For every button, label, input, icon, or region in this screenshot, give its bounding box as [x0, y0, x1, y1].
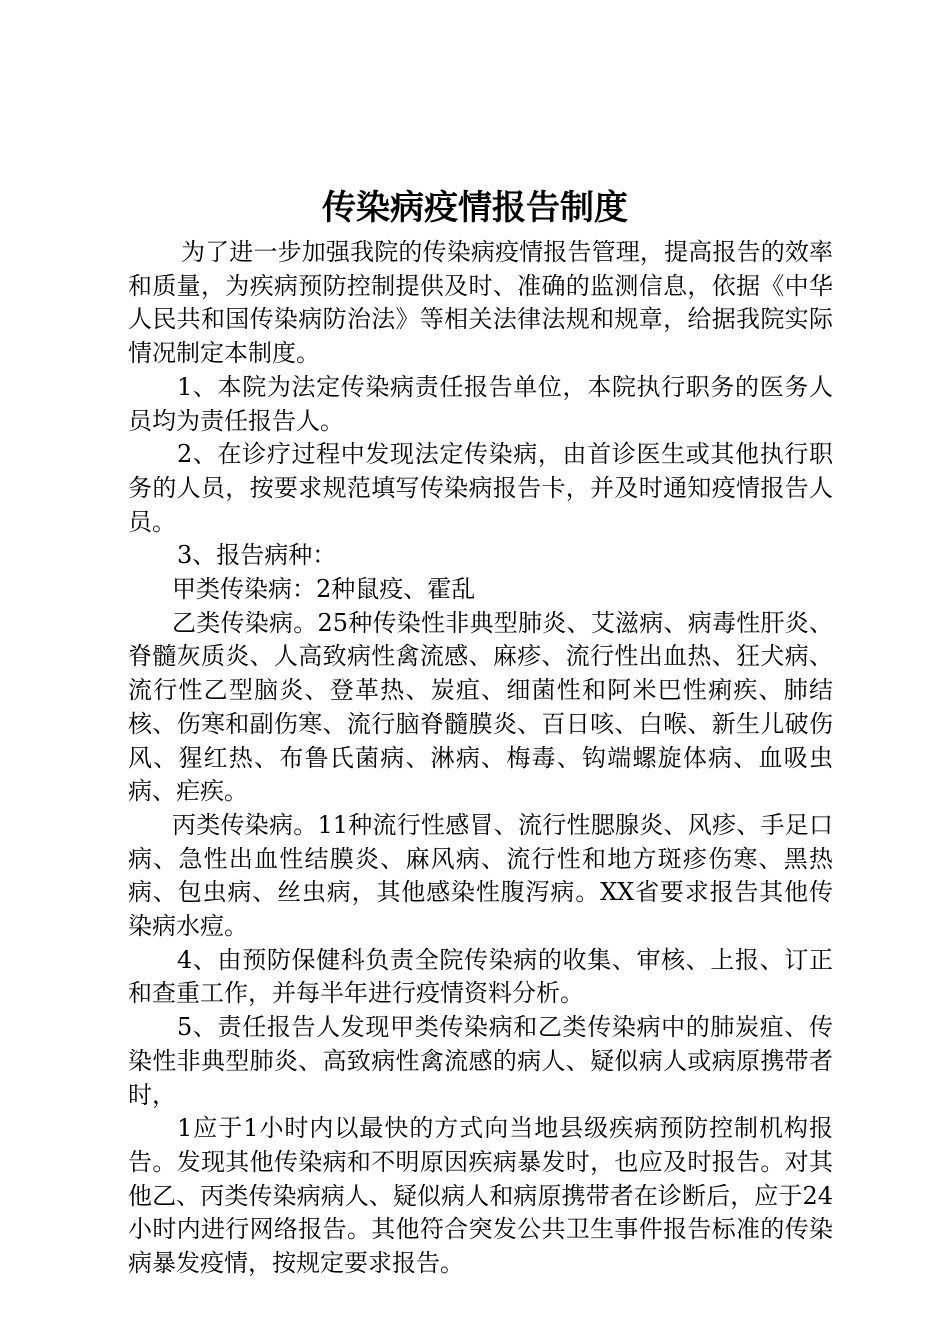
clause-5-paragraph: 5、责任报告人发现甲类传染病和乙类传染病中的肺炭疽、传染性非典型肺炎、高致病性禽流感的病人、疑似病人或病原携带者时，: [128, 1013, 833, 1109]
class-b-diseases-paragraph: 乙类传染病。25种传染性非典型肺炎、艾滋病、病毒性肝炎、脊髓灰质炎、人高致病性禽流感、麻疹、流行性出血热、狂犬病、流行性乙型脑炎、登革热、炭疽、细菌性和阿米巴性痢疾、肺结核、伤寒和副伤寒、流行脑脊髓膜炎、百日咳、白喉、新生儿破伤风、猩红热、布鲁氏菌病、淋病、梅毒、钩端螺旋体病、血吸虫病、疟疾。: [128, 608, 833, 806]
intro-paragraph: 为了进一步加强我院的传染病疫情报告管理，提高报告的效率和质量，为疾病预防控制提供及时、准确的监测信息，依据《中华人民共和国传染病防治法》等相关法律法规和规章，给据我院实际情况制定本制度。: [128, 238, 833, 368]
clause-1-paragraph: 1、本院为法定传染病责任报告单位，本院执行职务的医务人员均为责任报告人。: [128, 372, 833, 435]
document-body: [128, 236, 833, 1281]
class-a-diseases-paragraph: 甲类传染病：2种鼠疫、霍乱: [172, 575, 476, 604]
clause-4-paragraph: 4、由预防保健科负责全院传染病的收集、审核、上报、订正和查重工作，并每半年进行疫情资料分析。: [128, 945, 833, 1008]
clause-3-heading: 3、报告病种：: [177, 541, 337, 570]
clause-2-paragraph: 2、在诊疗过程中发现法定传染病，由首诊医生或其他执行职务的人员，按要求规范填写传染病报告卡，并及时通知疫情报告人员。: [128, 440, 833, 536]
reporting-timeline-paragraph: 1应于1小时内以最快的方式向当地县级疾病预防控制机构报告。发现其他传染病和不明原因疾病暴发时，也应及时报告。对其他乙、丙类传染病病人、疑似病人和病原携带者在诊断后，应于24小时内进行网络报告。其他符合突发公共卫生事件报告标准的传染病暴发疫情，按规定要求报告。: [128, 1114, 833, 1278]
document-title: 传染病疫情报告制度: [322, 188, 628, 228]
class-c-diseases-paragraph: 丙类传染病。11种流行性感冒、流行性腮腺炎、风疹、手足口病、急性出血性结膜炎、麻风病、流行性和地方斑疹伤寒、黑热病、包虫病、丝虫病，其他感染性腹泻病。XX省要求报告其他传染病水痘。: [128, 810, 833, 941]
